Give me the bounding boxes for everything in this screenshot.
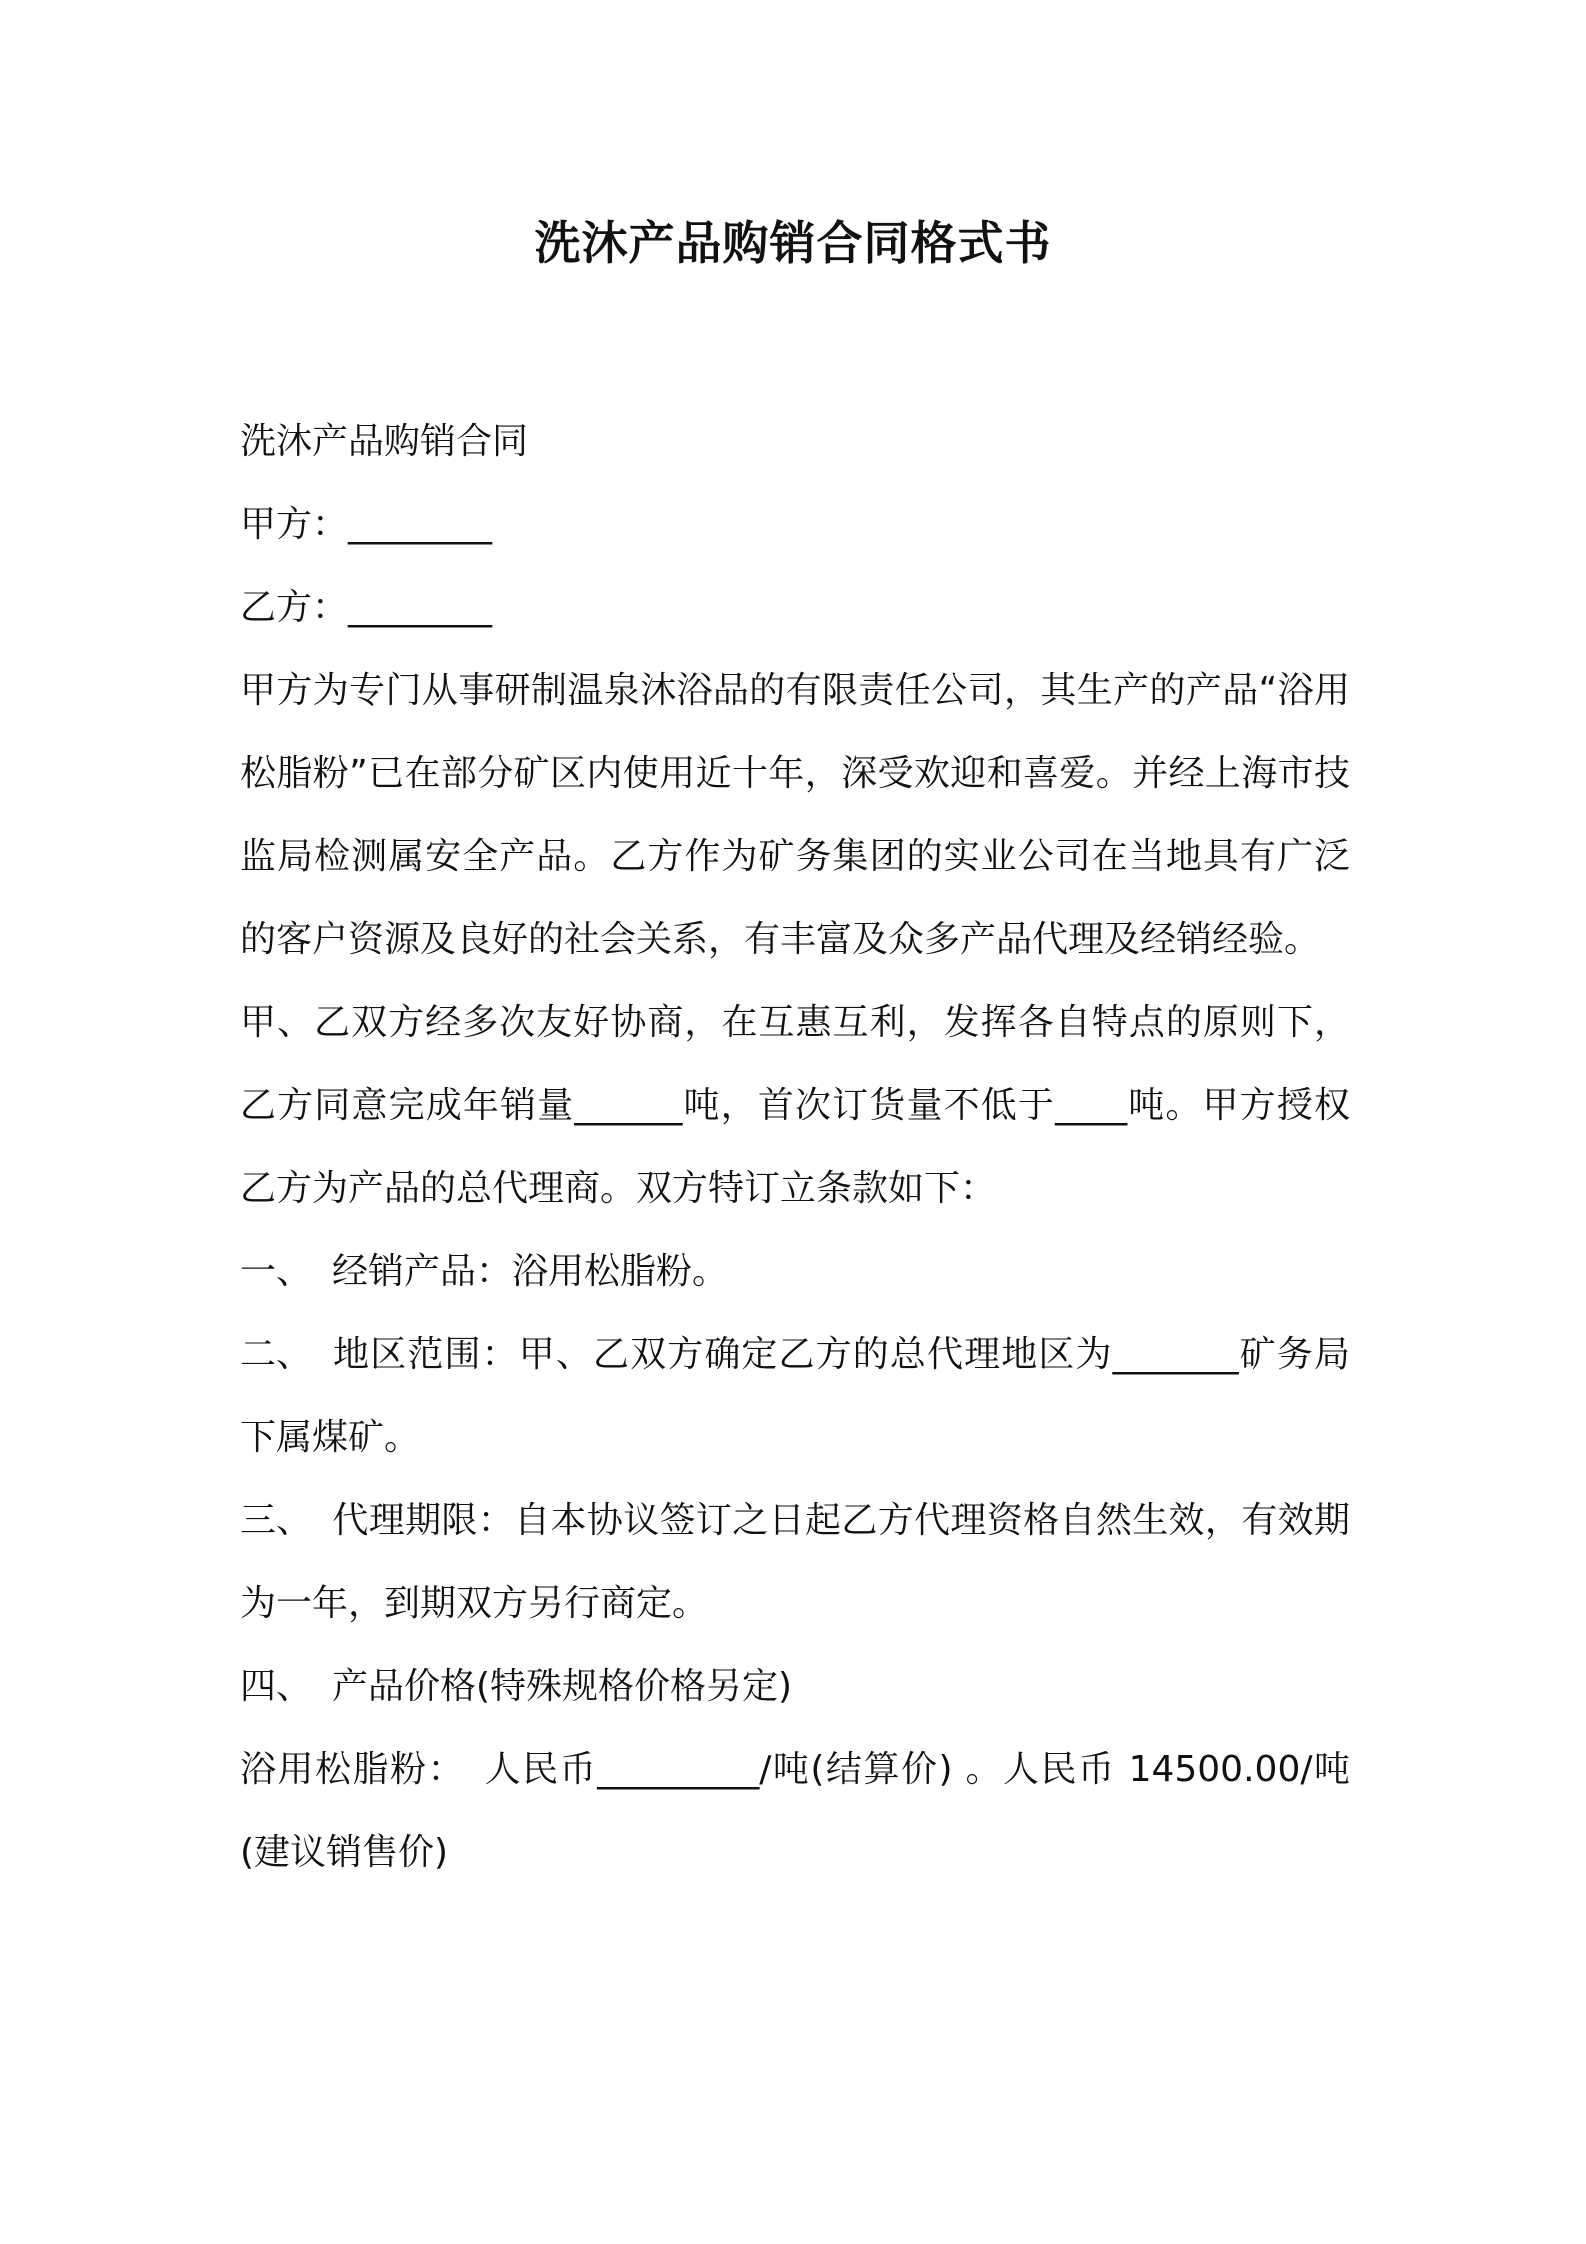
clause-text: 产品价格(特殊规格价格另定) [332, 1666, 793, 1707]
clause-text: 地区范围：甲、乙双方确定乙方的总代理地区为_______矿务局下属煤矿。 [240, 1334, 1350, 1458]
document-title: 洗沐产品购销合同格式书 [534, 216, 1052, 270]
clause-number: 二、 [240, 1334, 313, 1375]
clause-text: 经销产品：浴用松脂粉。 [332, 1251, 729, 1292]
agreement-paragraph: 甲、乙双方经多次友好协商，在互惠互利，发挥各自特点的原则下，乙方同意完成年销量______吨，首次订货量不低于____吨。甲方授权乙方为产品的总代理商。双方特订立条款如下： [240, 1002, 1350, 1209]
clause-number: 三、 [240, 1500, 313, 1541]
clause-number: 四、 [240, 1666, 313, 1707]
intro-paragraph: 甲方为专门从事研制温泉沐浴品的有限责任公司，其生产的产品“浴用松脂粉”已在部分矿区内使用近十年，深受欢迎和喜爱。并经上海市技监局检测属安全产品。乙方作为矿务集团的实业公司在当地具有广泛的客户资源及良好的社会关系，有丰富及众多产品代理及经销经验。 [240, 670, 1350, 960]
clause-number: 一、 [240, 1251, 313, 1292]
clause-4 [240, 1645, 1350, 1728]
document-body [240, 400, 1350, 1894]
clause-3 [240, 1479, 1350, 1645]
party-a-line: 甲方：________ [240, 504, 493, 545]
clause-1 [240, 1230, 1350, 1313]
clause-2 [240, 1313, 1350, 1479]
price-line: 浴用松脂粉： 人民币_________/吨(结算价) 。人民币 14500.00/吨(建议销售价) [240, 1749, 1350, 1873]
party-b-line: 乙方：________ [240, 587, 493, 628]
clause-text: 代理期限：自本协议签订之日起乙方代理资格自然生效，有效期为一年，到期双方另行商定。 [240, 1500, 1350, 1624]
contract-subtitle: 洗沐产品购销合同 [240, 421, 529, 462]
